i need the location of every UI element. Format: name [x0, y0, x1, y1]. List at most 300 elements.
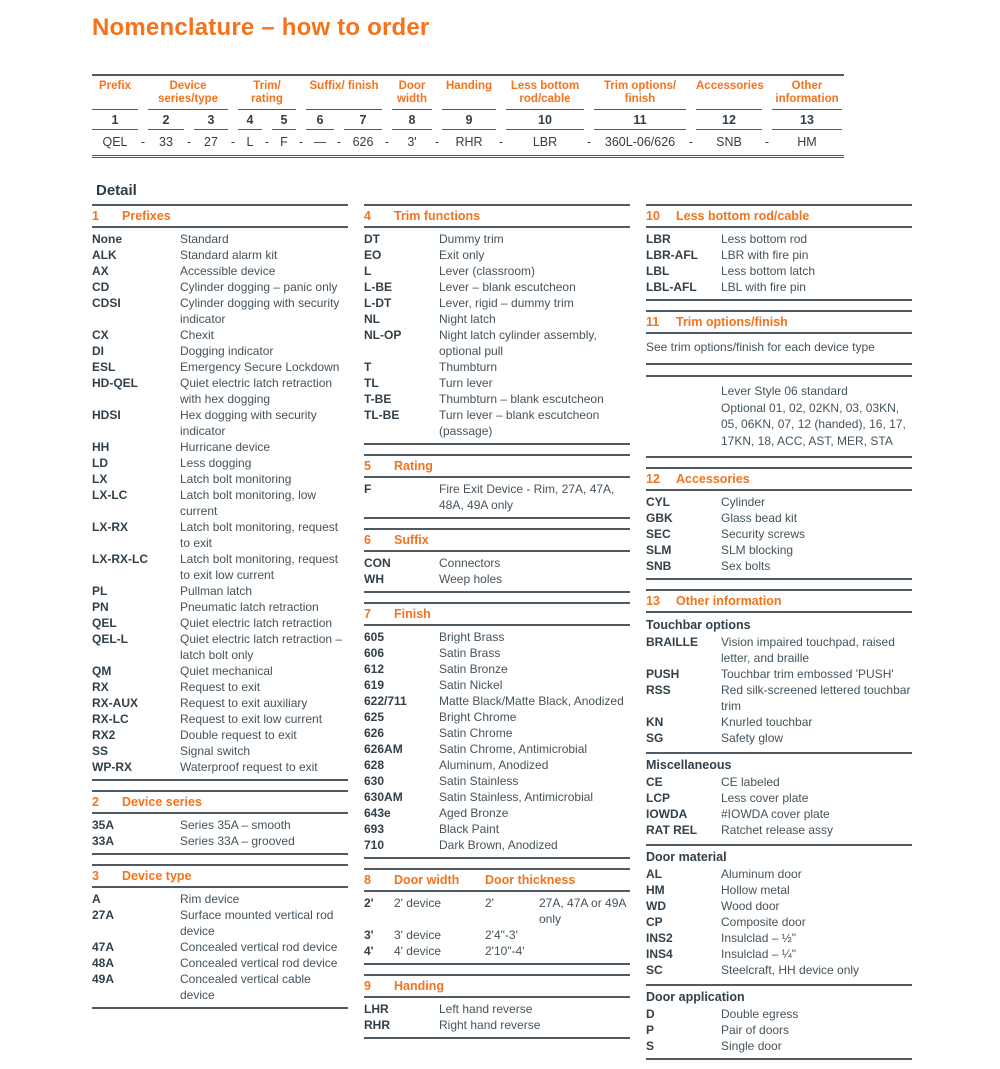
section-header — [92, 864, 348, 888]
description: Latch bolt monitoring, request to exit low current — [180, 552, 339, 582]
code: WD — [646, 899, 666, 913]
section-header — [364, 868, 630, 892]
section-12-accessories — [646, 467, 912, 580]
code-row — [364, 481, 630, 513]
description: Matte Black/Matte Black, Anodized — [439, 694, 624, 708]
code-row — [92, 263, 348, 279]
code: LX-LC — [92, 488, 128, 502]
description: Satin Stainless, Antimicrobial — [439, 790, 594, 804]
section-title: Device series — [122, 795, 202, 809]
code-row — [92, 279, 348, 295]
order-table — [92, 74, 844, 158]
code-row — [646, 1022, 912, 1038]
trim-options-block — [646, 375, 912, 458]
order-col-number: 12 — [696, 110, 762, 130]
description: Satin Stainless — [439, 774, 519, 788]
code-row — [92, 247, 348, 263]
code: AX — [92, 264, 109, 278]
order-col-number: 5 — [272, 110, 296, 130]
code-row — [364, 279, 630, 295]
section-4-trim-functions — [364, 204, 630, 445]
code-row — [364, 231, 630, 247]
code: A — [92, 892, 101, 906]
code: RAT REL — [646, 823, 698, 837]
description: Night latch — [439, 312, 496, 326]
description: Satin Brass — [439, 646, 501, 660]
order-separator: - — [498, 135, 504, 149]
door-width-desc: 3' device — [394, 928, 441, 942]
code-row — [364, 263, 630, 279]
description: Signal switch — [180, 744, 251, 758]
code-row — [92, 519, 348, 551]
code: KN — [646, 715, 664, 729]
door-thickness-value: 2' — [485, 896, 494, 910]
section-number: 7 — [364, 607, 371, 621]
code: CON — [364, 556, 391, 570]
code: RX-LC — [92, 712, 129, 726]
code: GBK — [646, 511, 673, 525]
code-row — [646, 1038, 912, 1054]
code-row — [92, 295, 348, 327]
code-row — [364, 555, 630, 571]
description: LBR with fire pin — [721, 248, 809, 262]
code: T — [364, 360, 372, 374]
description: Concealed vertical cable device — [180, 972, 311, 1002]
order-separator: - — [384, 135, 390, 149]
order-col-header: Less bottom rod/cable — [506, 80, 584, 110]
description: Concealed vertical rod device — [180, 940, 338, 954]
section-header — [646, 589, 912, 613]
code-row — [646, 526, 912, 542]
description: Request to exit — [180, 680, 261, 694]
code-row — [646, 494, 912, 510]
description: Lever – blank escutcheon — [439, 280, 576, 294]
order-col-header: Trim/ rating — [238, 80, 296, 110]
order-separator: - — [186, 135, 192, 149]
code: 622/711 — [364, 694, 407, 708]
code: QM — [92, 664, 112, 678]
code-row — [92, 759, 348, 775]
code: QEL-L — [92, 632, 128, 646]
code-row — [646, 898, 912, 914]
code-row — [364, 407, 630, 439]
code: CDSI — [92, 296, 121, 310]
code-row — [364, 677, 630, 693]
subgroup-miscellaneous — [646, 752, 912, 838]
code: WH — [364, 572, 384, 586]
code-row — [92, 939, 348, 955]
order-separator: - — [140, 135, 146, 149]
subgroup-title: Miscellaneous — [646, 758, 732, 772]
code-row — [92, 955, 348, 971]
description: Concealed vertical rod device — [180, 956, 338, 970]
description: Touchbar trim embossed 'PUSH' — [721, 667, 894, 681]
code: TL-BE — [364, 408, 400, 422]
code-row — [646, 1006, 912, 1022]
description: Lever (classroom) — [439, 264, 536, 278]
order-separator: - — [230, 135, 236, 149]
page-title: Nomenclature – how to order — [92, 14, 430, 41]
code-row — [92, 327, 348, 343]
description: Quiet electric latch retraction with hex dogging — [180, 376, 333, 406]
code: EO — [364, 248, 382, 262]
code: 628 — [364, 758, 385, 772]
code-row — [364, 837, 630, 853]
code-row — [646, 806, 912, 822]
code-row — [92, 711, 348, 727]
subgroup-touchbar-options — [646, 616, 912, 746]
code: 693 — [364, 822, 385, 836]
order-col-header: Suffix/ finish — [306, 80, 382, 110]
code: 630 — [364, 774, 385, 788]
code-row — [364, 629, 630, 645]
code: 619 — [364, 678, 385, 692]
code-row — [646, 946, 912, 962]
code: P — [646, 1023, 655, 1037]
code: RSS — [646, 683, 671, 697]
code: WP-RX — [92, 760, 132, 774]
door-row — [364, 943, 630, 959]
code-row — [364, 327, 630, 359]
description: Request to exit auxiliary — [180, 696, 308, 710]
description: LBL with fire pin — [721, 280, 806, 294]
code: BRAILLE — [646, 635, 698, 649]
code-row — [646, 231, 912, 247]
code: ESL — [92, 360, 116, 374]
code: LX-RX-LC — [92, 552, 148, 566]
section-11-trim-options-finish — [646, 310, 912, 365]
code-row — [646, 882, 912, 898]
description: Series 35A – smooth — [180, 818, 291, 832]
code-row — [646, 682, 912, 714]
description: Less bottom latch — [721, 264, 816, 278]
code-row — [92, 551, 348, 583]
code: 33A — [92, 834, 115, 848]
code: 626 — [364, 726, 385, 740]
code: 27A — [92, 908, 115, 922]
code: 606 — [364, 646, 385, 660]
code-row — [646, 962, 912, 978]
section-number: 9 — [364, 979, 371, 993]
code: LCP — [646, 791, 670, 805]
code: RX — [92, 680, 109, 694]
code: L-BE — [364, 280, 392, 294]
order-col-value: QEL — [102, 135, 128, 149]
description: Request to exit low current — [180, 712, 323, 726]
trim-option-line: Lever Style 06 standard — [721, 384, 848, 398]
section-header — [364, 454, 630, 478]
description: Insulclad – ½" — [721, 931, 796, 945]
code: 605 — [364, 630, 385, 644]
order-col-value: LBR — [532, 135, 558, 149]
code: NL-OP — [364, 328, 402, 342]
order-col-number: 7 — [344, 110, 382, 130]
description: Thumbturn – blank escutcheon — [439, 392, 604, 406]
detail-column-3 — [646, 204, 912, 1069]
description: Steelcraft, HH device only — [721, 963, 860, 977]
code-row — [92, 833, 348, 849]
code-row — [646, 634, 912, 666]
section-title: Door width — [394, 873, 460, 887]
code: LX — [92, 472, 108, 486]
code: LHR — [364, 1002, 389, 1016]
section-2-device-series — [92, 790, 348, 855]
description: Fire Exit Device - Rim, 27A, 47A, 48A, 49A only — [439, 482, 615, 512]
description: Standard — [180, 232, 229, 246]
description: Black Paint — [439, 822, 500, 836]
code-row — [364, 375, 630, 391]
order-col-header: Other information — [772, 80, 842, 110]
description: Wood door — [721, 899, 780, 913]
section-header — [92, 790, 348, 814]
description: Satin Chrome — [439, 726, 513, 740]
code: HM — [646, 883, 665, 897]
description: Satin Nickel — [439, 678, 503, 692]
code: LX-RX — [92, 520, 128, 534]
order-col-value: 33 — [159, 135, 173, 149]
detail-heading: Detail — [96, 182, 137, 199]
code: 630AM — [364, 790, 403, 804]
code-row — [92, 695, 348, 711]
code-row — [646, 510, 912, 526]
order-separator: - — [434, 135, 440, 149]
code: LD — [92, 456, 108, 470]
description: Sex bolts — [721, 559, 771, 573]
code-row — [364, 1017, 630, 1033]
code: HD-QEL — [92, 376, 138, 390]
order-separator: - — [298, 135, 304, 149]
section-number: 5 — [364, 459, 371, 473]
code-row — [92, 907, 348, 939]
code: AL — [646, 867, 662, 881]
code-row — [646, 930, 912, 946]
description: Insulclad – ¼" — [721, 947, 796, 961]
order-col-value: SNB — [716, 135, 742, 149]
code: INS2 — [646, 931, 673, 945]
code: TL — [364, 376, 379, 390]
code-row — [646, 263, 912, 279]
description: Lever, rigid – dummy trim — [439, 296, 574, 310]
section-8-door-width — [364, 868, 630, 965]
code: 643e — [364, 806, 391, 820]
order-col-number: 11 — [594, 110, 686, 130]
description: Cylinder dogging with security indicator — [180, 296, 340, 326]
description: Dogging indicator — [180, 344, 274, 358]
code-row — [92, 583, 348, 599]
code-row — [92, 817, 348, 833]
code-row — [364, 359, 630, 375]
order-separator: - — [764, 135, 770, 149]
code-row — [364, 645, 630, 661]
description: Pair of doors — [721, 1023, 790, 1037]
section-10-less-bottom-rod-cable — [646, 204, 912, 301]
description: Standard alarm kit — [180, 248, 278, 262]
order-col-number: 4 — [238, 110, 262, 130]
code: S — [646, 1039, 655, 1053]
order-col-header: Device series/type — [148, 80, 228, 110]
section-13-other-information — [646, 589, 912, 1060]
order-col-value: F — [280, 135, 288, 149]
section-header — [92, 204, 348, 228]
section-9-handing — [364, 974, 630, 1039]
order-col-value: HM — [797, 135, 817, 149]
order-col-number: 8 — [392, 110, 432, 130]
description: Pneumatic latch retraction — [180, 600, 319, 614]
section-1-prefixes — [92, 204, 348, 781]
door-width-desc: 4' device — [394, 944, 441, 958]
description: Weep holes — [439, 572, 503, 586]
description: Bright Brass — [439, 630, 505, 644]
code: None — [92, 232, 122, 246]
order-col-number: 6 — [306, 110, 334, 130]
code: L — [364, 264, 372, 278]
code-row — [364, 709, 630, 725]
code: RX2 — [92, 728, 116, 742]
description: Safety glow — [721, 731, 784, 745]
description: Accessible device — [180, 264, 276, 278]
code: DT — [364, 232, 380, 246]
description: Chexit — [180, 328, 215, 342]
code-row — [92, 455, 348, 471]
description: Red silk-screened lettered touchbar trim — [721, 683, 911, 713]
code-row — [646, 774, 912, 790]
code-row — [364, 757, 630, 773]
code: CX — [92, 328, 109, 342]
description: Latch bolt monitoring, low current — [180, 488, 317, 518]
code-row — [364, 247, 630, 263]
description: Latch bolt monitoring — [180, 472, 292, 486]
door-thickness-note — [539, 927, 630, 943]
code: 48A — [92, 956, 115, 970]
door-width-code: 3' — [364, 928, 374, 942]
section-header — [646, 310, 912, 334]
description: Bright Chrome — [439, 710, 517, 724]
section-title: Handing — [394, 979, 444, 993]
code-row — [364, 391, 630, 407]
code-row — [364, 821, 630, 837]
code: SS — [92, 744, 109, 758]
description: Glass bead kit — [721, 511, 798, 525]
door-thickness-value: 2'10"-4' — [485, 944, 525, 958]
section-number: 4 — [364, 209, 371, 223]
code-row — [92, 231, 348, 247]
code-row — [646, 247, 912, 263]
door-thickness-note — [539, 943, 630, 959]
code: LBR — [646, 232, 671, 246]
door-width-code: 2' — [364, 896, 374, 910]
code-row — [646, 866, 912, 882]
description: Aluminum, Anodized — [439, 758, 549, 772]
section-header — [646, 467, 912, 491]
code: 612 — [364, 662, 385, 676]
order-col-header: Trim options/ finish — [594, 80, 686, 110]
description: Hurricane device — [180, 440, 271, 454]
section-7-finish — [364, 602, 630, 859]
order-col-value: 3' — [407, 135, 417, 149]
description: Hex dogging with security indicator — [180, 408, 317, 438]
subgroup-title: Touchbar options — [646, 618, 751, 632]
description: Less bottom rod — [721, 232, 808, 246]
description: Turn lever — [439, 376, 493, 390]
code-row — [364, 661, 630, 677]
order-col-number: 3 — [194, 110, 228, 130]
section-number: 3 — [92, 869, 99, 883]
order-col-value: RHR — [455, 135, 483, 149]
code: 625 — [364, 710, 385, 724]
code-row — [92, 971, 348, 1003]
code-row — [92, 343, 348, 359]
code: QEL — [92, 616, 117, 630]
code-row — [92, 631, 348, 663]
section-title: Rating — [394, 459, 433, 473]
code: D — [646, 1007, 655, 1021]
code: F — [364, 482, 372, 496]
description: Cylinder — [721, 495, 766, 509]
order-separator: - — [586, 135, 592, 149]
section-header — [364, 204, 630, 228]
code: CD — [92, 280, 110, 294]
section-title: Finish — [394, 607, 431, 621]
section-header — [646, 204, 912, 228]
code: PN — [92, 600, 109, 614]
section-5-rating — [364, 454, 630, 519]
section-number: 6 — [364, 533, 371, 547]
code: PL — [92, 584, 108, 598]
description: Latch bolt monitoring, request to exit — [180, 520, 339, 550]
description: Series 33A – grooved — [180, 834, 295, 848]
description: Emergency Secure Lockdown — [180, 360, 340, 374]
code: 35A — [92, 818, 115, 832]
order-col-number: 9 — [442, 110, 496, 130]
code: 49A — [92, 972, 115, 986]
description: Security screws — [721, 527, 806, 541]
section-header — [364, 602, 630, 626]
description: Satin Bronze — [439, 662, 508, 676]
code-row — [92, 663, 348, 679]
code: 47A — [92, 940, 115, 954]
description: Surface mounted vertical rod device — [180, 908, 334, 938]
description: Pullman latch — [180, 584, 253, 598]
code: IOWDA — [646, 807, 688, 821]
description: Ratchet release assy — [721, 823, 834, 837]
description: Double request to exit — [180, 728, 297, 742]
description: CE labeled — [721, 775, 780, 789]
section-title: Trim options/finish — [676, 315, 788, 329]
description: Dummy trim — [439, 232, 504, 246]
door-thickness-note: 27A, 47A or 49A only — [539, 896, 626, 926]
code: HH — [92, 440, 110, 454]
section-title: Prefixes — [122, 209, 171, 223]
code-row — [646, 666, 912, 682]
section-number: 8 — [364, 873, 371, 887]
code-row — [364, 571, 630, 587]
code-row — [364, 741, 630, 757]
section-title: Trim functions — [394, 209, 481, 223]
door-row — [364, 895, 630, 927]
description: Turn lever – blank escutcheon (passage) — [439, 408, 600, 438]
order-separator: - — [336, 135, 342, 149]
description: Left hand reverse — [439, 1002, 533, 1016]
order-col-number: 1 — [92, 110, 138, 130]
door-row — [364, 927, 630, 943]
code-row — [92, 727, 348, 743]
code-row — [364, 773, 630, 789]
description: Less dogging — [180, 456, 252, 470]
order-col-value: L — [246, 135, 254, 149]
section-title: Accessories — [676, 472, 750, 486]
door-width-code: 4' — [364, 944, 374, 958]
description: Connectors — [439, 556, 501, 570]
